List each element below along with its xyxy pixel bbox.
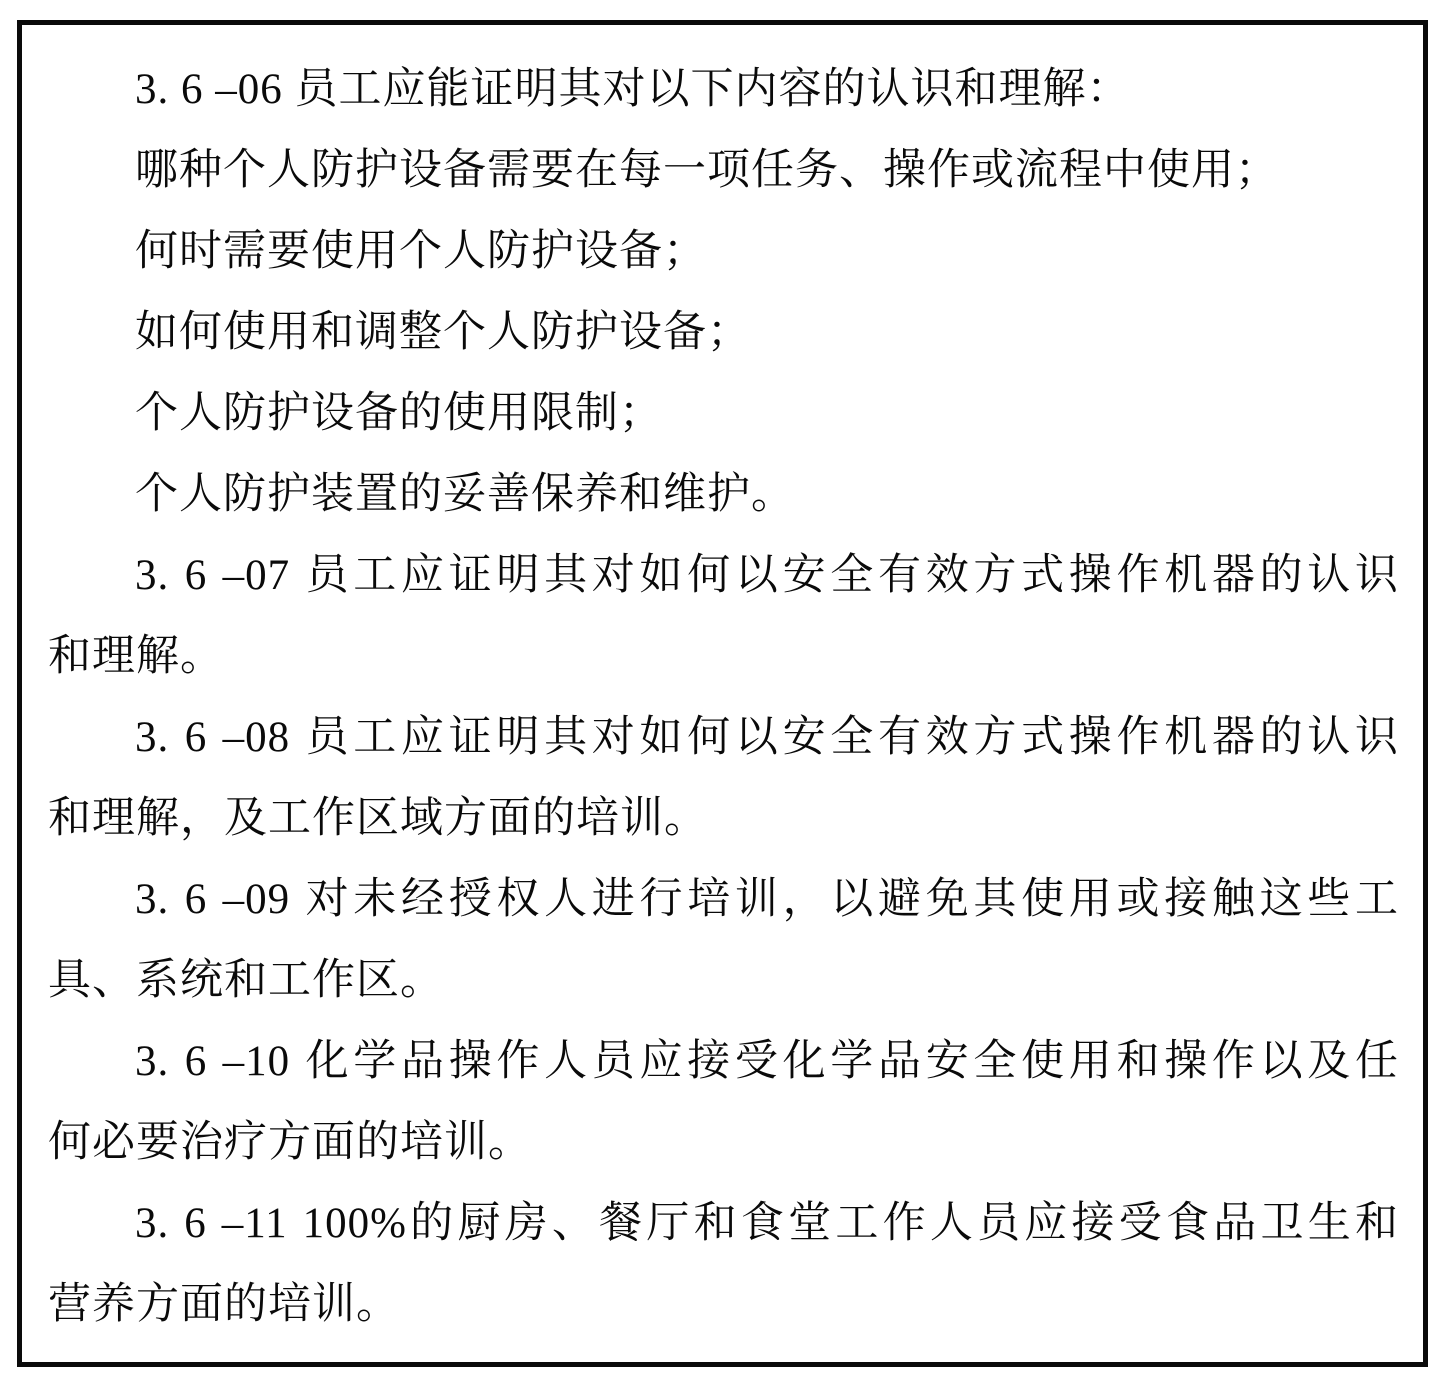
text-line: 何必要治疗方面的培训。 [48, 1119, 532, 1166]
paragraph-3-6-06 [48, 49, 1399, 130]
text-line: 3. 6 –07 员工应证明其对如何以安全有效方式操作机器的认识 [135, 552, 1399, 599]
paragraph-ppe-item-maintenance [48, 454, 1399, 535]
paragraph-3-6-10 [48, 1021, 1399, 1183]
paragraph-3-6-07 [48, 535, 1399, 697]
paragraph-ppe-item-when [48, 211, 1399, 292]
text-line: 3. 6 –09 对未经授权人进行培训，以避免其使用或接触这些工 [135, 876, 1399, 923]
document-page [17, 20, 1428, 1367]
text-line: 3. 6 –06 员工应能证明其对以下内容的认识和理解： [135, 66, 1131, 113]
paragraph-ppe-item-which [48, 130, 1399, 211]
paragraph-3-6-09 [48, 859, 1399, 1021]
text-line: 具、系统和工作区。 [48, 957, 444, 1004]
paragraph-ppe-item-limits [48, 373, 1399, 454]
text-line: 如何使用和调整个人防护设备； [135, 309, 751, 356]
text-line: 3. 6 –11 100%的厨房、餐厅和食堂工作人员应接受食品卫生和 [135, 1200, 1399, 1247]
paragraph-ppe-item-how [48, 292, 1399, 373]
text-line: 何时需要使用个人防护设备； [135, 228, 707, 275]
text-line: 个人防护装置的妥善保养和维护。 [135, 471, 795, 518]
paragraph-3-6-08 [48, 697, 1399, 859]
text-line: 3. 6 –08 员工应证明其对如何以安全有效方式操作机器的认识 [135, 714, 1399, 761]
text-line: 和理解，及工作区域方面的培训。 [48, 795, 708, 842]
text-line: 营养方面的培训。 [48, 1281, 400, 1328]
paragraph-3-6-11 [48, 1183, 1399, 1345]
text-line: 3. 6 –10 化学品操作人员应接受化学品安全使用和操作以及任 [135, 1038, 1399, 1085]
text-line: 和理解。 [48, 633, 224, 680]
text-line: 哪种个人防护设备需要在每一项任务、操作或流程中使用； [135, 147, 1279, 194]
text-line: 个人防护设备的使用限制； [135, 390, 663, 437]
